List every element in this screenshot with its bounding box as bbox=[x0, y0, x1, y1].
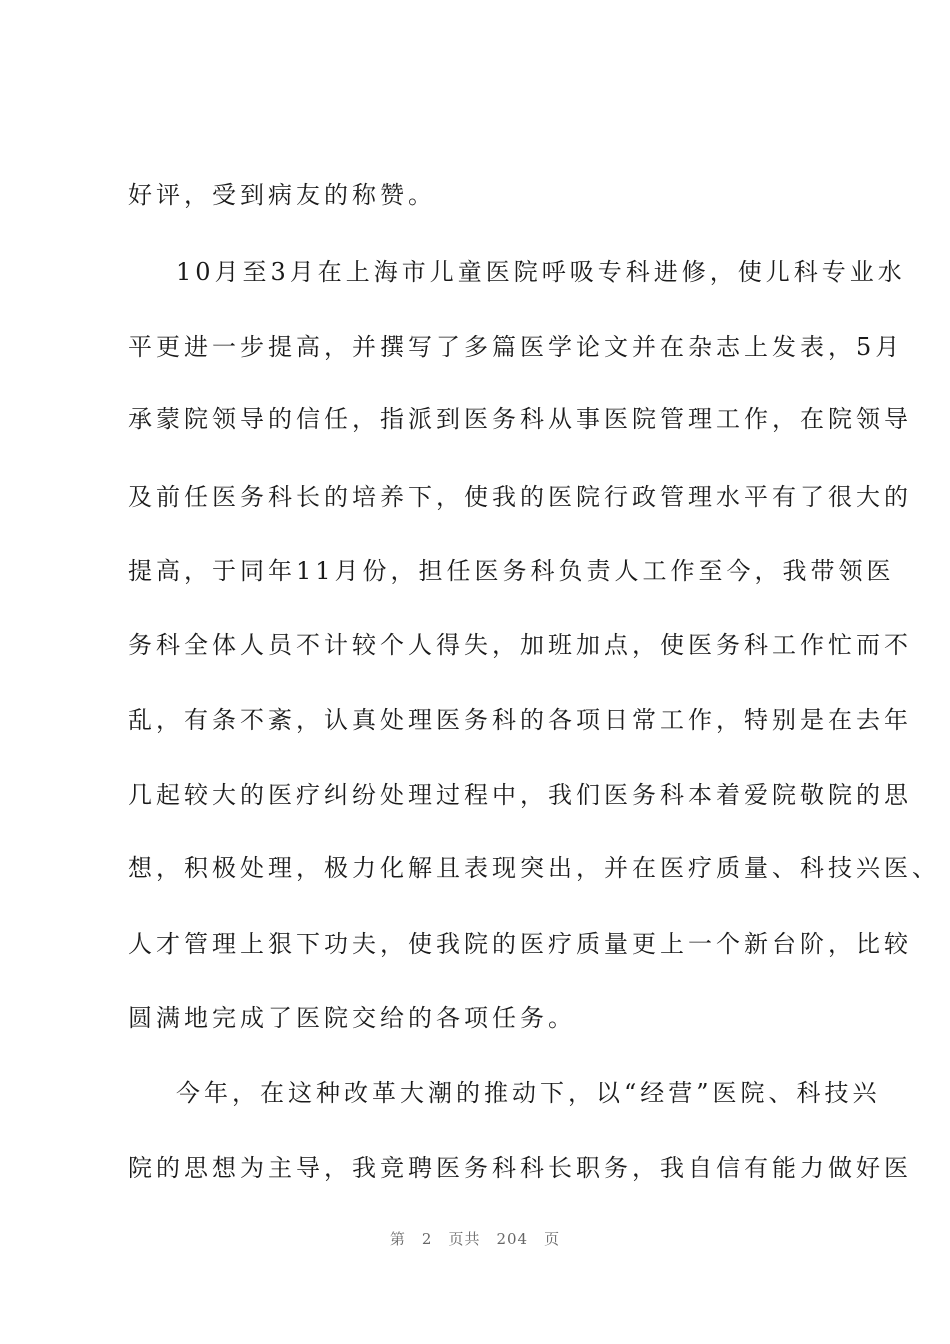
text-line: 10月至3月在上海市儿童医院呼吸专科进修，使儿科专业水 bbox=[176, 258, 906, 286]
footer-middle: 页共 bbox=[448, 1230, 481, 1248]
text-line: 圆满地完成了医院交给的各项任务。 bbox=[128, 1004, 576, 1032]
text-line: 承蒙院领导的信任，指派到医务科从事医院管理工作，在院领导 bbox=[128, 405, 912, 433]
text-line: 乱，有条不紊，认真处理医务科的各项日常工作，特别是在去年 bbox=[128, 706, 912, 734]
text-line: 提高，于同年11月份，担任医务科负责人工作至今，我带领医 bbox=[128, 557, 895, 585]
footer-suffix: 页 bbox=[544, 1230, 561, 1248]
page-total: 204 bbox=[496, 1230, 529, 1248]
text-line: 平更进一步提高，并撰写了多篇医学论文并在杂志上发表，5月 bbox=[128, 333, 904, 361]
text-line: 务科全体人员不计较个人得失，加班加点，使医务科工作忙而不 bbox=[128, 631, 912, 659]
text-line: 院的思想为主导，我竞聘医务科科长职务，我自信有能力做好医 bbox=[128, 1154, 912, 1182]
text-line: 人才管理上狠下功夫，使我院的医疗质量更上一个新台阶，比较 bbox=[128, 930, 912, 958]
text-line: 几起较大的医疗纠纷处理过程中，我们医务科本着爱院敬院的思 bbox=[128, 781, 912, 809]
text-line: 今年，在这种改革大潮的推动下，以“经营”医院、科技兴 bbox=[176, 1079, 881, 1107]
page-footer bbox=[0, 1228, 950, 1249]
text-line: 好评，受到病友的称赞。 bbox=[128, 181, 436, 209]
text-line: 想，积极处理，极力化解且表现突出，并在医疗质量、科技兴医、 bbox=[128, 854, 940, 882]
page-number: 2 bbox=[421, 1230, 433, 1248]
footer-prefix: 第 bbox=[389, 1230, 406, 1248]
text-line: 及前任医务科长的培养下，使我的医院行政管理水平有了很大的 bbox=[128, 483, 912, 511]
